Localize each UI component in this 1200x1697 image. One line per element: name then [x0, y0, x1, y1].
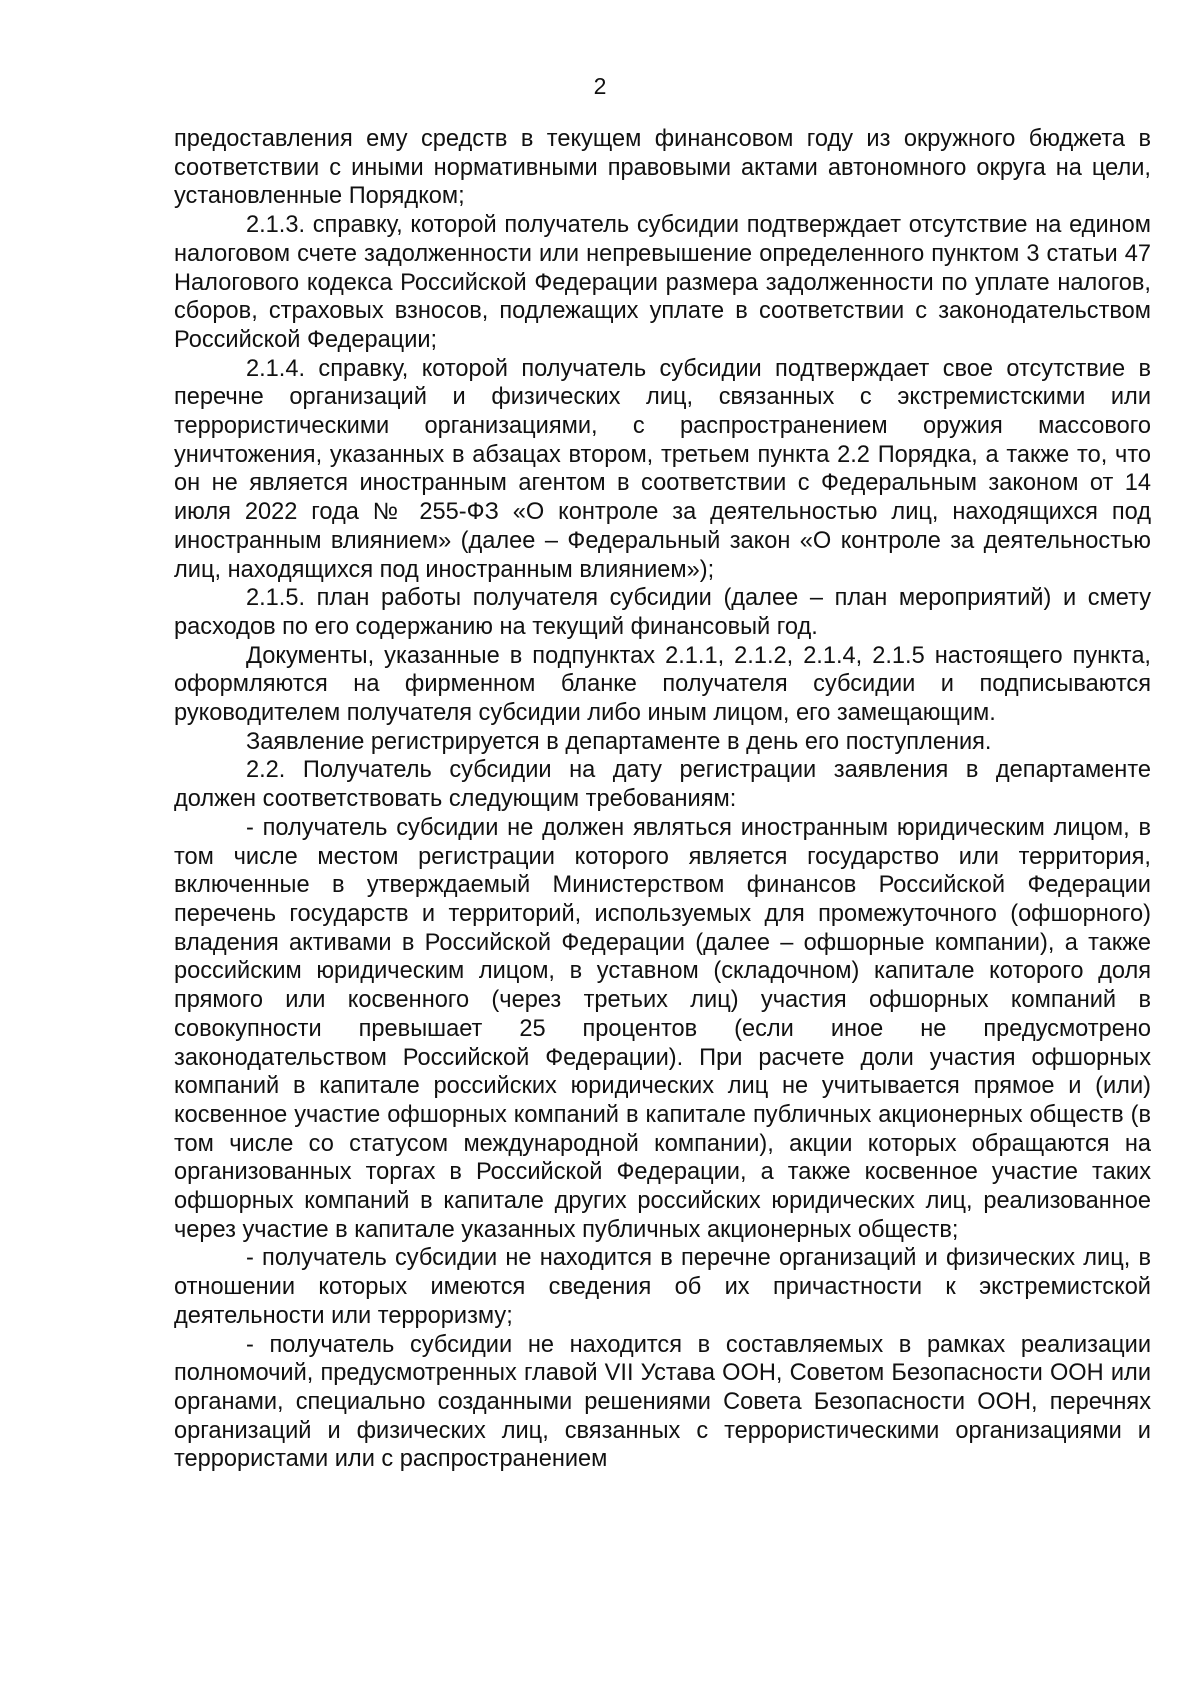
requirement-item-offshore: - получатель субсидии не должен являться иностранным юридическим лицом, в том числе местом регистрации которого является государство или территория, включенные в утверждаемый Министерством финансов Российской Федерации перечень государств и территорий, используемых для промежуточного (офшорного) владения активами в Российской Федерации (далее – офшорные компании), а также российским юридическим лицом, в уставном (складочном) капитале которого доля прямого или косвенного (через третьих лиц) участия офшорных компаний в совокупности превышает 25 процентов (если иное не предусмотрено законодательством Российской Федерации). При расчете доли участия офшорных компаний в капитале российских юридических лиц не учитывается прямое и (или) косвенное участие офшорных компаний в капитале публичных акционерных обществ (в том числе со статусом международной компании), акции которых обращаются на организованных торгах в Российской Федерации, а также косвенное участие таких офшорных компаний в капитале других российских юридических лиц, реализованное через участие в капитале указанных публичных акционерных обществ; [174, 814, 1151, 1243]
paragraph-2-1-4: 2.1.4. справку, которой получатель субсидии подтверждает свое отсутствие в перечне организаций и физических лиц, связанных с экстремистскими или террористическими организациями, с распространением оружия массового уничтожения, указанных в абзацах втором, третьем пункта 2.2 Порядка, а также то, что он не является иностранным агентом в соответствии с Федеральным законом от 14 июля 2022 года № 255-ФЗ «О контроле за деятельностью лиц, находящихся под иностранным влиянием» (далее – Федеральный закон «О контроле за деятельностью лиц, находящихся под иностранным влиянием»); [174, 355, 1151, 583]
paragraph-continuation: предоставления ему средств в текущем финансовом году из окружного бюджета в соответствии с иными нормативными правовыми актами автономного округа на цели, установленные Порядком; [174, 126, 1151, 210]
requirement-item-un-lists: - получатель субсидии не находится в составляемых в рамках реализации полномочий, предусмотренных главой VII Устава ООН, Советом Безопасности ООН или органами, специально созданными решениями Совета Безопасности ООН, перечнях организаций и физических лиц, связанных с террористическими организациями и террористами или с распространением [174, 1331, 1151, 1473]
page-number: 2 [593, 73, 607, 99]
document-body [174, 125, 1151, 1474]
paragraph-2-2: 2.2. Получатель субсидии на дату регистрации заявления в департаменте должен соответствовать следующим требованиям: [174, 757, 1151, 813]
paragraph-2-1-5: 2.1.5. план работы получателя субсидии (далее – план мероприятий) и смету расходов по его содержанию на текущий финансовый год. [174, 585, 1151, 640]
paragraph-2-1-3: 2.1.3. справку, которой получатель субсидии подтверждает отсутствие на едином налоговом счете задолженности или непревышение определенного пунктом 3 статьи 47 Налогового кодекса Российской Федерации размера задолженности по уплате налогов, сборов, страховых взносов, подлежащих уплате в соответствии с законодательством Российской Федерации; [174, 212, 1151, 353]
paragraph-registration: Заявление регистрируется в департаменте в день его поступления. [246, 728, 992, 755]
requirement-item-extremism: - получатель субсидии не находится в перечне организаций и физических лиц, в отношении которых имеются сведения об их причастности к экстремистской деятельности или терроризму; [174, 1245, 1151, 1329]
paragraph-documents: Документы, указанные в подпунктах 2.1.1, 2.1.2, 2.1.4, 2.1.5 настоящего пункта, оформляются на фирменном бланке получателя субсидии и подписываются руководителем получателя субсидии либо иным лицом, его замещающим. [174, 642, 1151, 727]
